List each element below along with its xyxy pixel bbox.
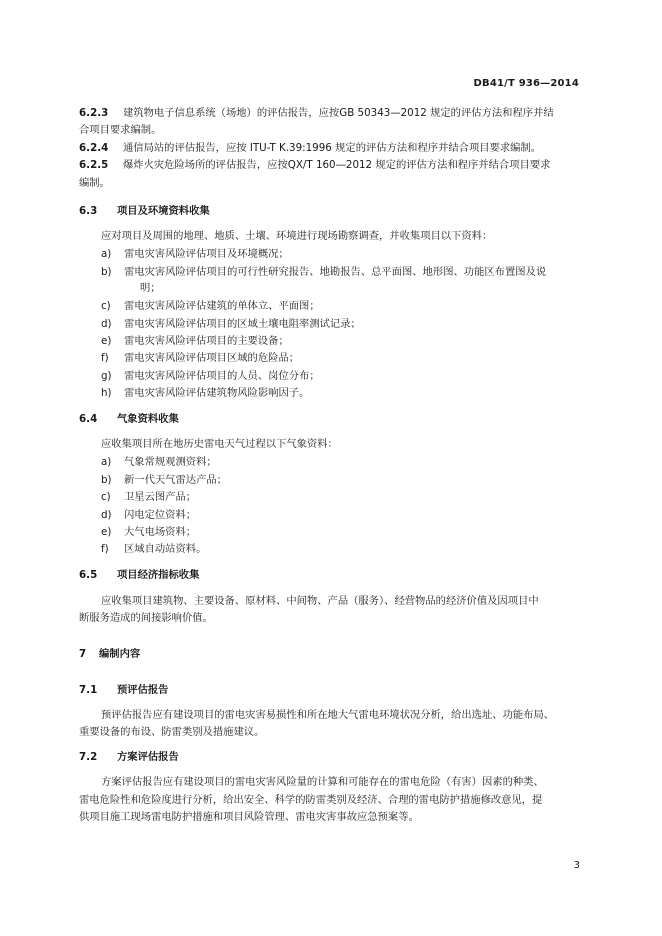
chapter-title: 编制内容 (99, 648, 141, 660)
list-item: 卫星云图产品； (124, 491, 197, 503)
paragraph-line: 雷电危险性和危险度进行分析，给出安全、科学的防雷类别及经济、合理的雷电防护措施修改意见，提 (79, 794, 543, 806)
list-item: 雷电灾害风险评估项目的区域土壤电阻率测试记录； (124, 318, 361, 330)
list-label: c) (101, 491, 111, 503)
paragraph-line: 应收集项目建筑物、主要设备、原材料、中间物、产品（服务）、经营物品的经济价值及因项目中 (101, 595, 539, 607)
list-item: 雷电灾害风险评估项目的可行性研究报告、地勘报告、总平面图、地形图、功能区布置图及说 (124, 266, 547, 278)
list-item: 雷电灾害风险评估建筑物风险影响因子。 (124, 387, 310, 399)
list-label: e) (101, 526, 112, 538)
section-title: 气象资料收集 (117, 413, 179, 425)
section-intro: 应对项目及周围的地理、地质、土壤、环境进行现场勘察调查，并收集项目以下资料： (101, 230, 493, 242)
clause-text: 通信局站的评估报告，应按 ITU-T K.39:1996 规定的评估方法和程序并结合项目要求编制。 (123, 142, 542, 154)
clause-6-2-5-cont: 编制。 (79, 177, 110, 189)
paragraph-line: 供项目施工现场雷电防护措施和项目风险管理、雷电灾害事故应急预案等。 (79, 811, 419, 823)
list-item: 雷电灾害风险评估项目及环境概况； (124, 248, 289, 260)
paragraph-line: 重要设备的布设、防雷类别及措施建议。 (79, 726, 265, 738)
paragraph-line: 断服务造成的间接影响价值。 (79, 612, 213, 624)
paragraph-line: 预评估报告应有建设项目的雷电灾害易损性和所在地大气雷电环境状况分析，给出选址、功能布局、 (101, 709, 555, 721)
list-item-cont: 明； (140, 282, 161, 294)
clause-number: 6.2.5 (79, 159, 109, 171)
chapter-heading-7 (79, 647, 140, 661)
section-heading-6-4 (79, 412, 179, 426)
section-title: 方案评估报告 (117, 751, 179, 763)
list-label: f) (101, 352, 109, 364)
section-number: 7.1 (79, 684, 98, 696)
list-item: 区域自动站资料。 (124, 543, 207, 555)
section-heading-6-5 (79, 568, 199, 582)
clause-6-2-5 (79, 158, 550, 172)
list-label: b) (101, 266, 112, 278)
section-heading-7-1 (79, 683, 168, 697)
section-number: 6.3 (79, 205, 98, 217)
section-intro: 应收集项目所在地历史雷电天气过程以下气象资料： (101, 438, 338, 450)
list-label: g) (101, 370, 112, 382)
page-number: 3 (573, 860, 580, 871)
list-item: 雷电灾害风险评估项目的主要设备； (124, 335, 289, 347)
section-title: 项目经济指标收集 (117, 569, 200, 581)
clause-6-2-3-cont: 合项目要求编制。 (79, 124, 162, 136)
list-item: 大气电场资料； (124, 526, 197, 538)
list-label: d) (101, 509, 112, 521)
list-label: a) (101, 248, 112, 260)
list-item: 新一代天气雷达产品； (124, 474, 227, 486)
section-heading-6-3 (79, 204, 210, 218)
list-label: f) (101, 543, 109, 555)
section-title: 预评估报告 (117, 684, 169, 696)
section-title: 项目及环境资料收集 (117, 205, 210, 217)
list-item: 雷电灾害风险评估建筑的单体立、平面图； (124, 300, 320, 312)
clause-text: 建筑物电子信息系统（场地）的评估报告，应按GB 50343—2012 规定的评估方法和程序并结 (123, 107, 554, 119)
list-item: 雷电灾害风险评估项目的人员、岗位分布； (124, 370, 320, 382)
chapter-number: 7 (79, 648, 87, 660)
list-item: 雷电灾害风险评估项目区域的危险品； (124, 352, 300, 364)
paragraph-line: 方案评估报告应有建设项目的雷电灾害风险量的计算和可能存在的雷电危险（有害）因素的种类、 (101, 776, 544, 788)
clause-text: 爆炸火灾危险场所的评估报告，应按QX/T 160—2012 规定的评估方法和程序并结合项目要求 (123, 159, 551, 171)
section-number: 6.5 (79, 569, 98, 581)
section-heading-7-2 (79, 750, 179, 764)
clause-6-2-4 (79, 141, 541, 155)
clause-6-2-3 (79, 106, 554, 120)
list-item: 气象常规观测资料； (124, 456, 217, 468)
list-item: 闪电定位资料； (124, 509, 197, 521)
section-number: 7.2 (79, 751, 98, 763)
clause-number: 6.2.4 (79, 142, 109, 154)
list-label: e) (101, 335, 112, 347)
document-code: DB41/T 936—2014 (473, 78, 579, 89)
clause-number: 6.2.3 (79, 107, 109, 119)
list-label: h) (101, 387, 112, 399)
list-label: c) (101, 300, 111, 312)
list-label: d) (101, 318, 112, 330)
list-label: a) (101, 456, 112, 468)
section-number: 6.4 (79, 413, 98, 425)
list-label: b) (101, 474, 112, 486)
